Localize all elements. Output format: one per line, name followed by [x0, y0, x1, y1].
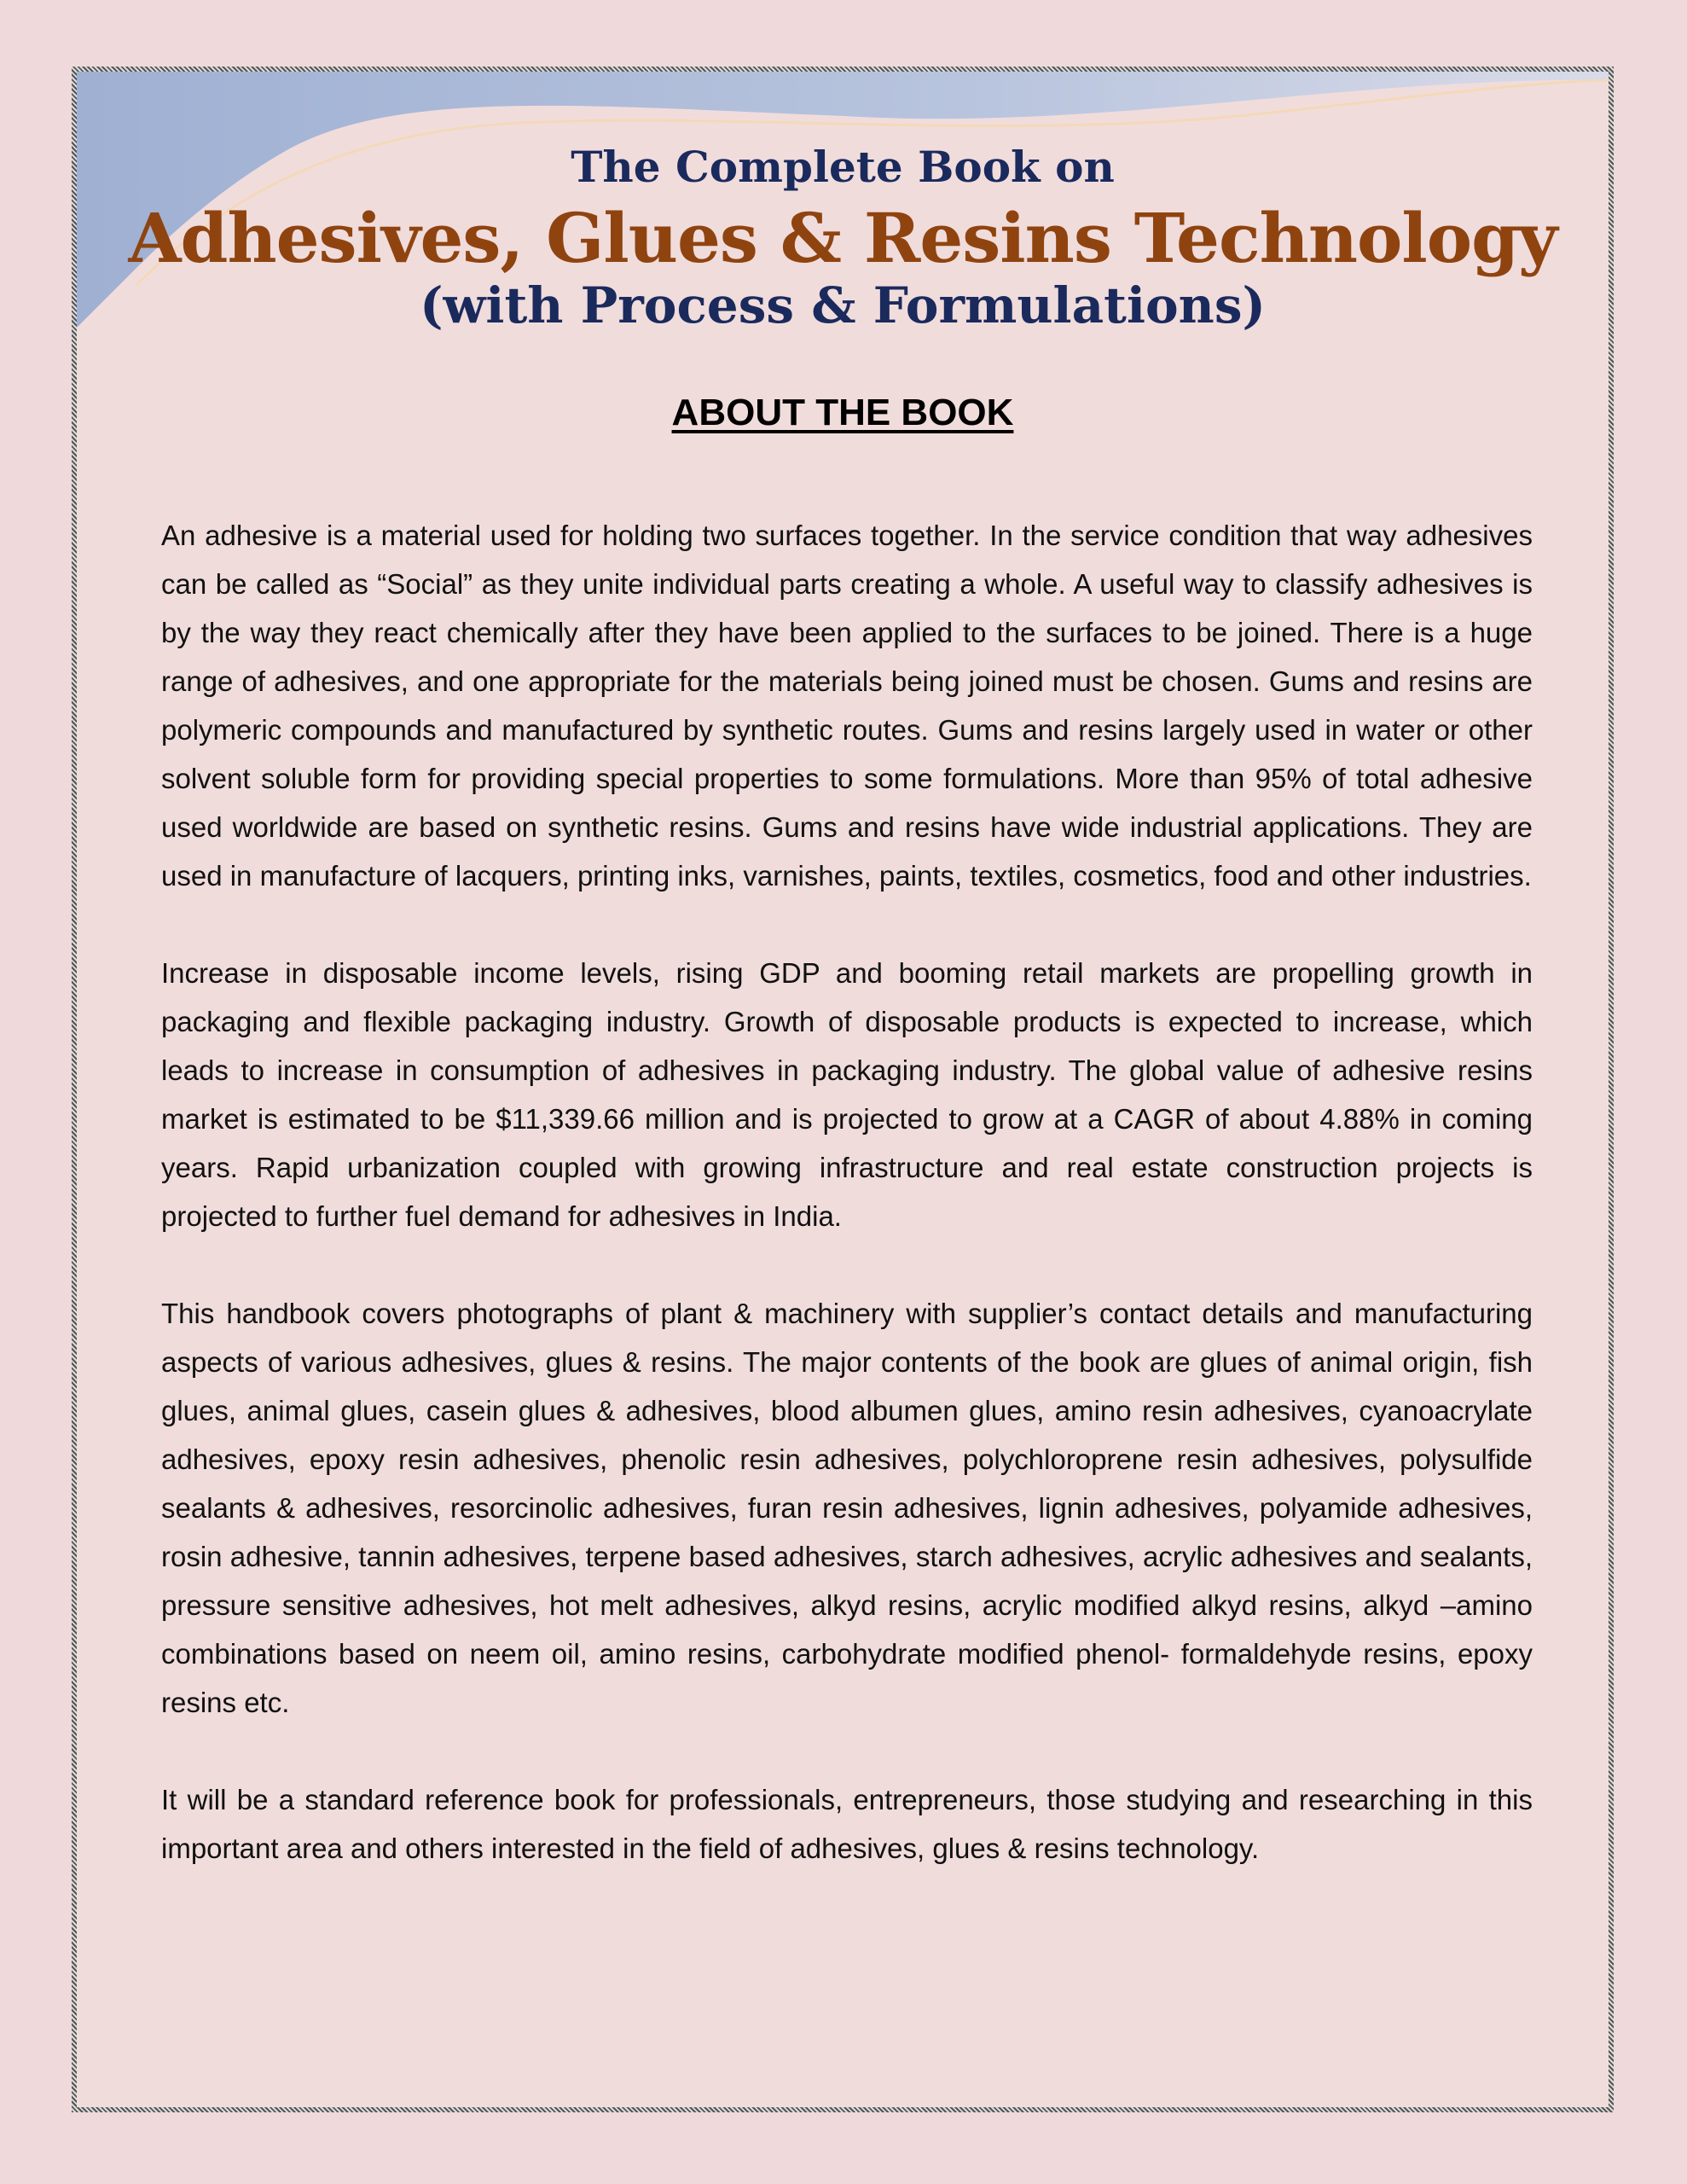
book-title-main: Adhesives, Glues & Resins Technology: [128, 198, 1557, 278]
book-title-prefix: The Complete Book on: [571, 142, 1115, 192]
paragraph-audience: It will be a standard reference book for professionals, entrepreneurs, those studying and researching in this important area and others interested in the field of adhesives, glues & resins technology.: [161, 1784, 1533, 1864]
paragraph-market: Increase in disposable income levels, rising GDP and booming retail markets are propelling growth in packaging and flexible packaging industry. Growth of disposable products is expected to increase, which leads to increase in consumption of adhesives in packaging industry. The global value of adhesive resins market is estimated to be $11,339.66 million and is projected to grow at a CAGR of about 4.88% in coming years. Rapid urbanization coupled with growing infrastructure and real estate construction projects is projected to further fuel demand for adhesives in India.: [161, 957, 1533, 1232]
section-heading-about: ABOUT THE BOOK: [671, 392, 1014, 433]
paragraph-contents: This handbook covers photographs of plant & machinery with supplier’s contact details and manufacturing aspects of various adhesives, glues & resins. The major contents of the book are glues of animal origin, fish glues, animal glues, casein glues & adhesives, blood albumen glues, amino resin adhesives, cyanoacrylate adhesives, epoxy resin adhesives, phenolic resin adhesives, polychloroprene resin adhesives, polysulfide sealants & adhesives, resorcinolic adhesives, furan resin adhesives, lignin adhesives, polyamide adhesives, rosin adhesive, tannin adhesives, terpene based adhesives, starch adhesives, acrylic adhesives and sealants, pressure sensitive adhesives, hot melt adhesives, alkyd resins, acrylic modified alkyd resins, alkyd –amino combinations based on neem oil, amino resins, carbohydrate modified phenol- formaldehyde resins, epoxy resins etc.: [161, 1298, 1533, 1718]
book-title-subtitle: (with Process & Formulations): [420, 276, 1266, 334]
paragraph-intro: An adhesive is a material used for holding two surfaces together. In the service condition that way adhesives can be called as “Social” as they unite individual parts creating a whole. A useful way to classify adhesives is by the way they react chemically after they have been applied to the surfaces to be joined. There is a huge range of adhesives, and one appropriate for the materials being joined must be chosen. Gums and resins are polymeric compounds and manufactured by synthetic routes. Gums and resins largely used in water or other solvent soluble form for providing special properties to some formulations. More than 95% of total adhesive used worldwide are based on synthetic resins. Gums and resins have wide industrial applications. They are used in manufacture of lacquers, printing inks, varnishes, paints, textiles, cosmetics, food and other industries.: [161, 520, 1533, 892]
page-border-frame: [72, 67, 1614, 2112]
about-body: [161, 511, 1533, 1921]
